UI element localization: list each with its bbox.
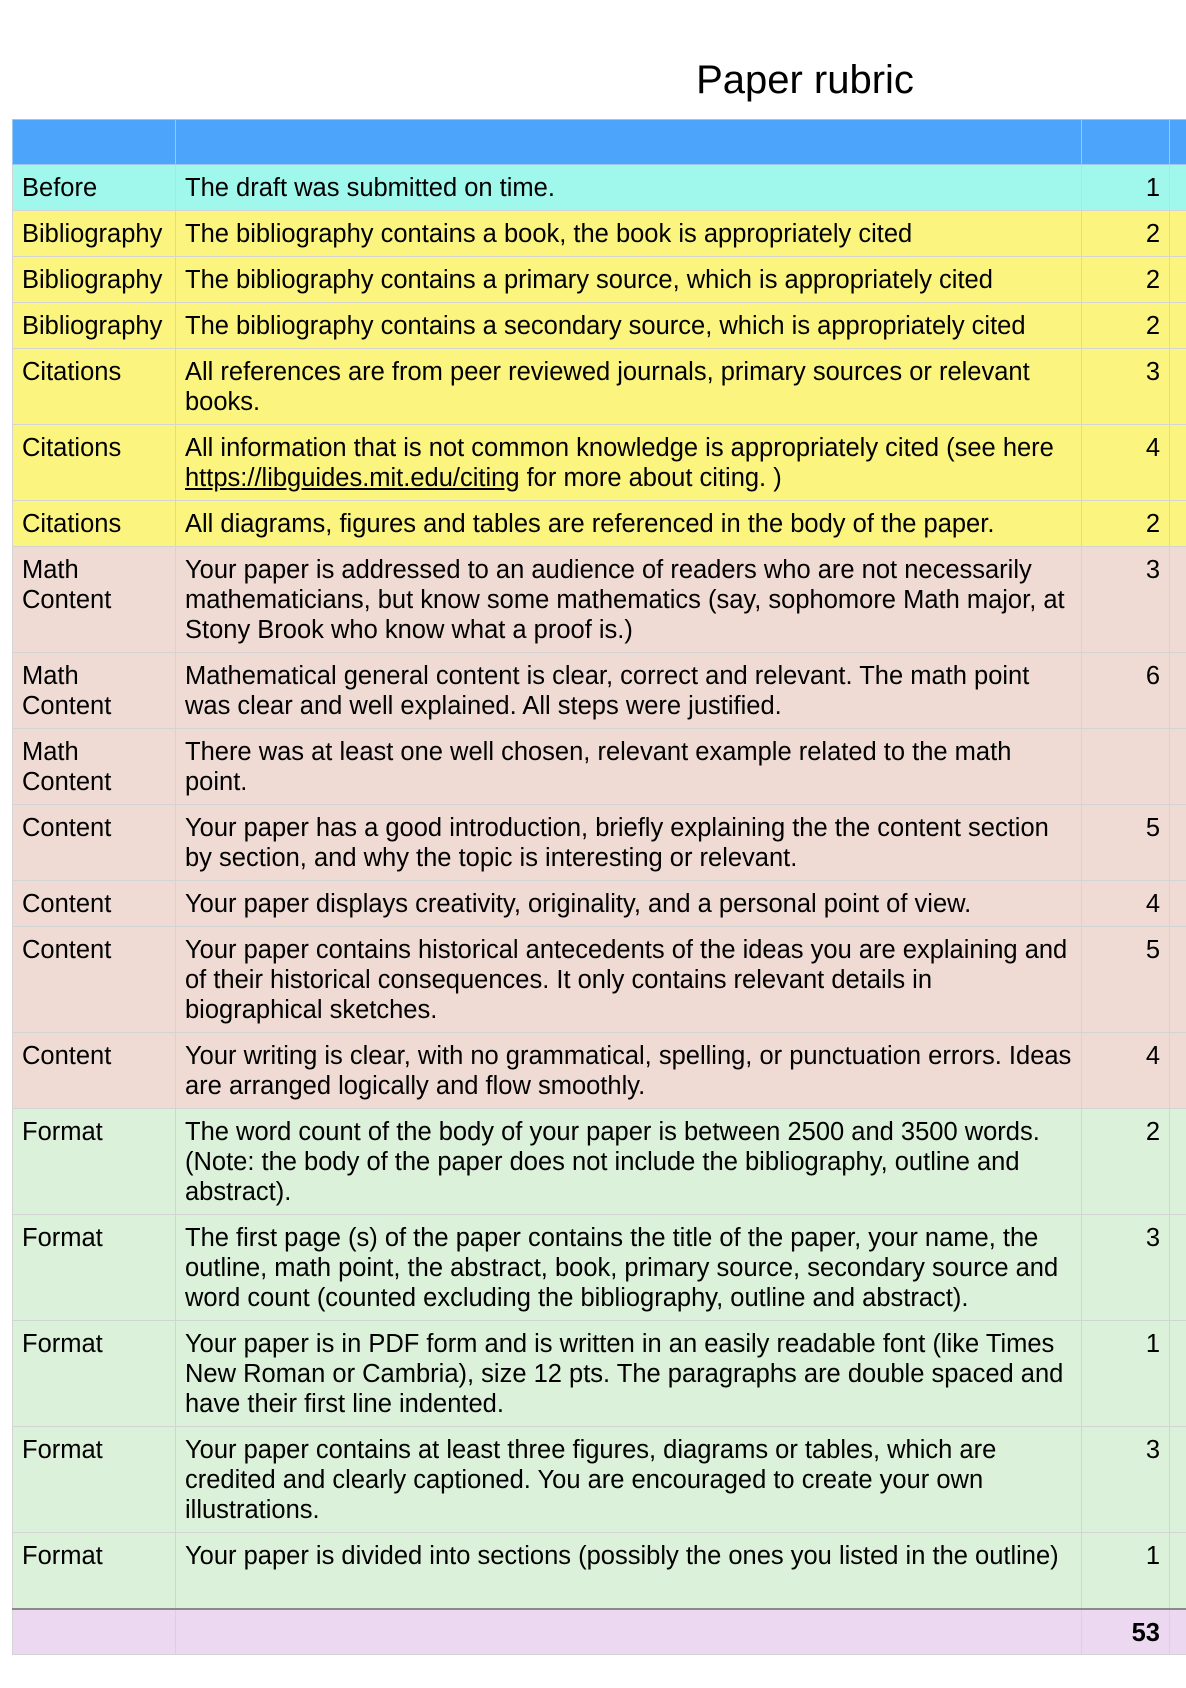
category-cell: Math Content [13,653,176,729]
description-cell: The bibliography contains a secondary source, which is appropriately cited [176,303,1082,349]
total-label-cell [13,1609,176,1655]
category-cell: Content [13,1033,176,1109]
description-text: for more about citing. ) [519,464,782,492]
table-row [13,653,1186,729]
table-row [13,501,1186,547]
category-cell: Content [13,805,176,881]
category-cell: Bibliography [13,211,176,257]
table-row [13,1109,1186,1215]
category-cell: Format [13,1427,176,1533]
table-row [13,547,1186,653]
points-cell: 2 [1082,257,1170,303]
rubric-table [12,119,1186,1655]
spacer-cell [1170,805,1186,881]
category-cell: Before [13,165,176,211]
category-cell: Format [13,1109,176,1215]
description-cell: There was at least one well chosen, relevant example related to the math point. [176,729,1082,805]
description-cell: Your paper contains at least three figures, diagrams or tables, which are credited and clearly captioned. You are encouraged to create your own illustrations. [176,1427,1082,1533]
header-cell [1082,120,1170,165]
description-cell: Your paper is divided into sections (possibly the ones you listed in the outline) [176,1533,1082,1609]
points-cell: 4 [1082,425,1170,501]
category-cell: Math Content [13,729,176,805]
table-row [13,165,1186,211]
points-cell: 3 [1082,349,1170,425]
category-cell: Citations [13,501,176,547]
description-text: All information that is not common knowledge is appropriately cited (see here [185,434,1054,462]
description-cell: Your paper has a good introduction, briefly explaining the the content section by section, and why the topic is interesting or relevant. [176,805,1082,881]
points-cell: 1 [1082,165,1170,211]
points-cell: 1 [1082,1533,1170,1609]
points-cell: 2 [1082,501,1170,547]
table-row [13,1215,1186,1321]
spacer-cell [1170,165,1186,211]
description-cell: All references are from peer reviewed journals, primary sources or relevant books. [176,349,1082,425]
spacer-cell [1170,349,1186,425]
points-cell: 3 [1082,1427,1170,1533]
points-cell: 5 [1082,805,1170,881]
description-cell: Mathematical general content is clear, correct and relevant. The math point was clear and well explained. All steps were justified. [176,653,1082,729]
table-row [13,211,1186,257]
category-cell: Citations [13,425,176,501]
spacer-cell [1170,211,1186,257]
header-row [13,120,1186,165]
spacer-cell [1170,881,1186,927]
category-cell: Format [13,1215,176,1321]
spacer-cell [1170,729,1186,805]
category-cell: Content [13,927,176,1033]
category-cell: Math Content [13,547,176,653]
description-cell: Your paper is in PDF form and is written in an easily readable font (like Times New Roman or Cambria), size 12 pts. The paragraphs are double spaced and have their first line indented. [176,1321,1082,1427]
spacer-cell [1170,257,1186,303]
table-row [13,1033,1186,1109]
header-cell [13,120,176,165]
points-cell: 4 [1082,1033,1170,1109]
description-cell: The word count of the body of your paper is between 2500 and 3500 words. (Note: the body of the paper does not include the bibliography, outline and abstract). [176,1109,1082,1215]
points-cell: 3 [1082,1215,1170,1321]
spacer-cell [1170,547,1186,653]
spacer-cell [1170,1533,1186,1609]
spacer-cell [1170,1609,1186,1655]
table-row [13,349,1186,425]
table-row [13,1533,1186,1609]
category-cell: Bibliography [13,303,176,349]
page-title: Paper rubric [696,58,914,102]
category-cell: Content [13,881,176,927]
description-cell: Your paper displays creativity, originality, and a personal point of view. [176,881,1082,927]
header-cell [1170,120,1186,165]
table-row [13,1427,1186,1533]
points-cell [1082,729,1170,805]
description-cell: Your paper is addressed to an audience of readers who are not necessarily mathematicians, but know some mathematics (say, sophomore Math major, at Stony Brook who know what a proof is.) [176,547,1082,653]
description-cell [176,425,1082,501]
citing-guide-link[interactable]: https://libguides.mit.edu/citing [185,464,520,492]
total-desc-cell [176,1609,1082,1655]
description-cell: The bibliography contains a primary source, which is appropriately cited [176,257,1082,303]
category-cell: Format [13,1533,176,1609]
total-row [13,1609,1186,1655]
category-cell: Bibliography [13,257,176,303]
spacer-cell [1170,653,1186,729]
points-cell: 6 [1082,653,1170,729]
spacer-cell [1170,927,1186,1033]
points-cell: 4 [1082,881,1170,927]
category-cell: Citations [13,349,176,425]
table-row [13,257,1186,303]
description-cell: Your paper contains historical antecedents of the ideas you are explaining and of their historical consequences. It only contains relevant details in biographical sketches. [176,927,1082,1033]
table-row [13,805,1186,881]
description-cell: Your writing is clear, with no grammatical, spelling, or punctuation errors. Ideas are arranged logically and flow smoothly. [176,1033,1082,1109]
table-row [13,303,1186,349]
spacer-cell [1170,1033,1186,1109]
spacer-cell [1170,1215,1186,1321]
points-cell: 3 [1082,547,1170,653]
total-points: 53 [1082,1609,1170,1655]
points-cell: 1 [1082,1321,1170,1427]
table-row [13,729,1186,805]
spacer-cell [1170,501,1186,547]
spacer-cell [1170,1321,1186,1427]
table-row [13,1321,1186,1427]
description-cell: The draft was submitted on time. [176,165,1082,211]
description-cell: The first page (s) of the paper contains the title of the paper, your name, the outline, math point, the abstract, book, primary source, secondary source and word count (counted excluding the bibliography, outline and abstract). [176,1215,1082,1321]
table-row [13,881,1186,927]
category-cell: Format [13,1321,176,1427]
spacer-cell [1170,303,1186,349]
description-cell: The bibliography contains a book, the book is appropriately cited [176,211,1082,257]
points-cell: 5 [1082,927,1170,1033]
spacer-cell [1170,425,1186,501]
points-cell: 2 [1082,303,1170,349]
spacer-cell [1170,1427,1186,1533]
description-cell: All diagrams, figures and tables are referenced in the body of the paper. [176,501,1082,547]
table-row [13,425,1186,501]
spacer-cell [1170,1109,1186,1215]
table-row [13,927,1186,1033]
header-cell [176,120,1082,165]
points-cell: 2 [1082,1109,1170,1215]
points-cell: 2 [1082,211,1170,257]
